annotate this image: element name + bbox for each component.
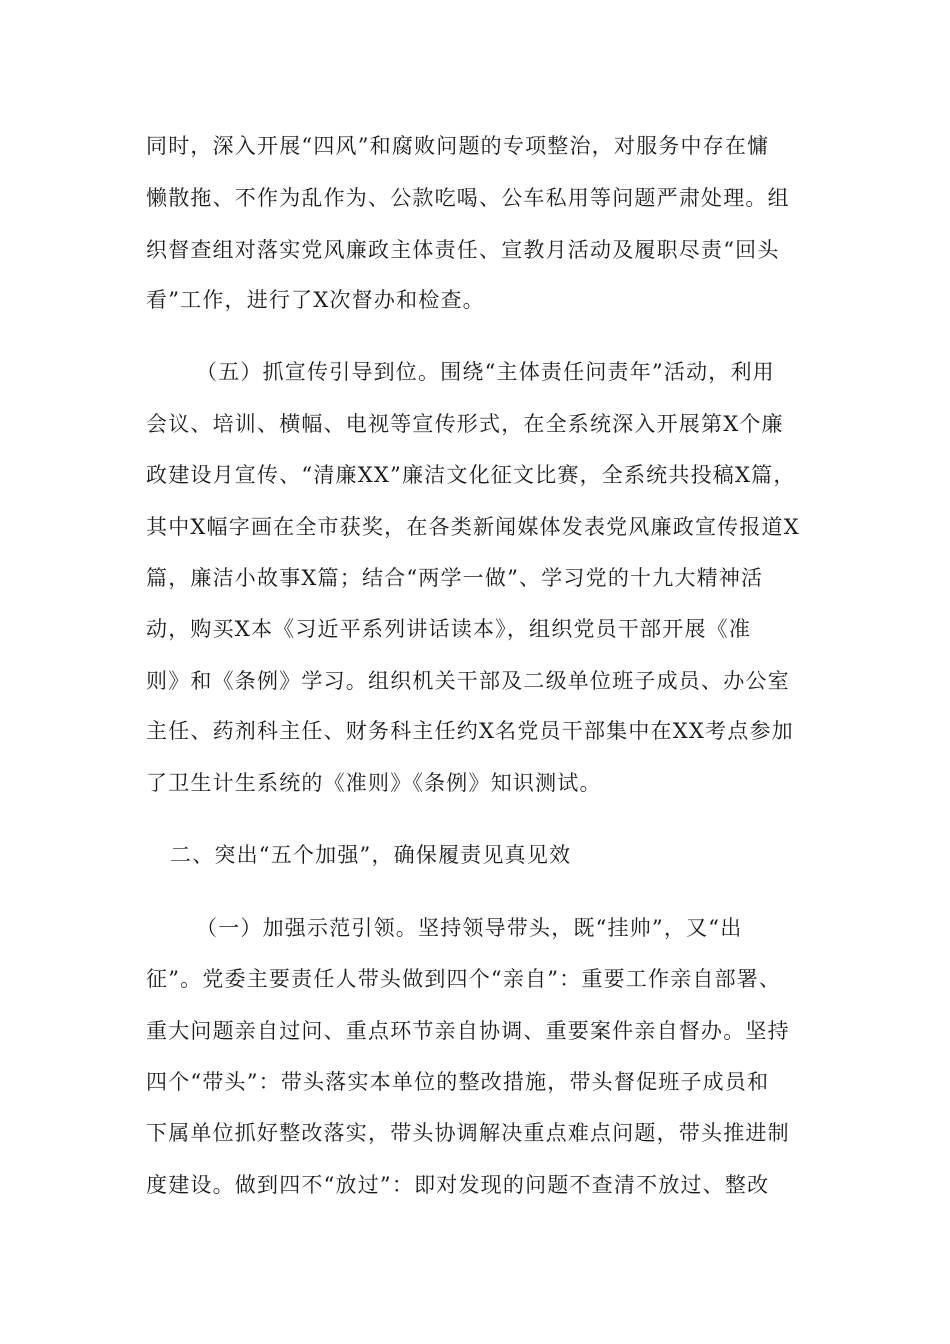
paragraph-line: 则》和《条例》学习。组织机关干部及二级单位班子成员、办公室 bbox=[146, 669, 790, 693]
paragraph-line: 懒散拖、不作为乱作为、公款吃喝、公车私用等问题严肃处理。组 bbox=[146, 186, 790, 210]
section-heading: 二、突出“五个加强”，确保履责见真见效 bbox=[170, 843, 572, 867]
paragraph-line: 了卫生计生系统的《准则》《条例》知识测试。 bbox=[146, 771, 602, 795]
paragraph-line: 主任、药剂科主任、财务科主任约X名党员干部集中在XX考点参加 bbox=[146, 719, 794, 743]
paragraph-line: 征”。党委主要责任人带头做到四个“亲自”：重要工作亲自部署、 bbox=[146, 967, 782, 991]
paragraph-line: 其中X幅字画在全市获奖，在各类新闻媒体发表党风廉政宣传报道X bbox=[146, 515, 800, 539]
paragraph-line: 织督查组对落实党风廉政主体责任、宣教月活动及履职尽责“回头 bbox=[146, 238, 780, 262]
paragraph-line: 下属单位抓好整改落实，带头协调解决重点难点问题，带头推进制 bbox=[146, 1121, 790, 1145]
paragraph-line: 政建设月宣传、“清廉XX”廉洁文化征文比赛，全系统共投稿X篇， bbox=[146, 463, 796, 487]
paragraph-line: （一）加强示范引领。坚持领导带头，既“挂帅”，又“出 bbox=[196, 916, 743, 940]
paragraph-line: 重大问题亲自过问、重点环节亲自协调、重要案件亲自督办。坚持 bbox=[146, 1019, 790, 1043]
paragraph-line: 动，购买X本《习近平系列讲话读本》，组织党员干部开展《准 bbox=[146, 617, 752, 641]
paragraph-line: （五）抓宣传引导到位。围绕“主体责任问责年”活动，利用 bbox=[196, 360, 775, 384]
paragraph-line: 看”工作，进行了X次督办和检查。 bbox=[146, 288, 485, 312]
paragraph-line: 度建设。做到四不“放过”：即对发现的问题不查清不放过、整改 bbox=[146, 1173, 770, 1197]
paragraph-line: 会议、培训、横幅、电视等宣传形式，在全系统深入开展第X个廉 bbox=[146, 412, 784, 436]
paragraph-line: 同时，深入开展“四风”和腐败问题的专项整治，对服务中存在慵 bbox=[146, 134, 770, 158]
paragraph-line: 篇，廉洁小故事X篇；结合“两学一做”、学习党的十九大精神活 bbox=[146, 566, 764, 590]
paragraph-line: 四个“带头”：带头落实本单位的整改措施，带头督促班子成员和 bbox=[146, 1070, 770, 1094]
